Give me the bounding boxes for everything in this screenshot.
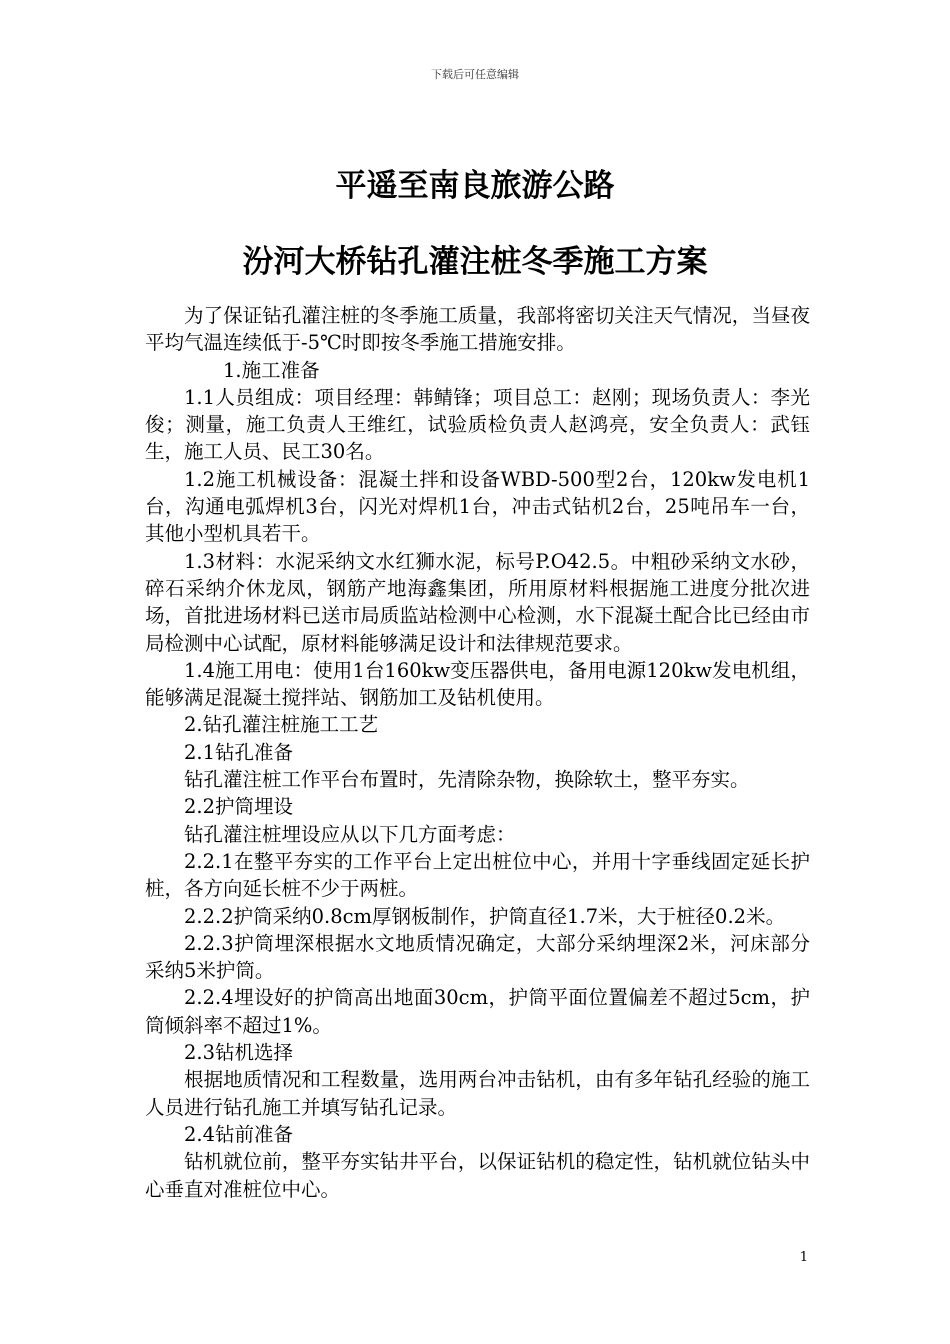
paragraph-intro: 为了保证钻孔灌注桩的冬季施工质量，我部将密切关注天气情况，当昼夜平均气温连续低于-5℃时即按冬季施工措施安排。 [145,304,810,355]
subheading-2-3: 2.3钻机选择 [184,1041,294,1065]
paragraph-2-1: 钻孔灌注桩工作平台布置时，先清除杂物，换除软土，整平夯实。 [184,768,750,792]
section-heading-2: 2.钻孔灌注桩施工工艺 [184,713,379,737]
paragraph-2-4: 钻机就位前，整平夯实钻井平台，以保证钻机的稳定性，钻机就位钻头中心垂直对准桩位中心。 [145,1150,810,1201]
paragraph-1-2: 1.2施工机械设备：混凝土拌和设备WBD-500型2台，120kw发电机1台，沟通电弧焊机3台，闪光对焊机1台，冲击式钻机2台，25吨吊车一台，其他小型机具若干。 [145,467,810,546]
page-number: 1 [799,1250,808,1265]
subheading-2-4: 2.4钻前准备 [184,1122,294,1146]
document-title-line2: 汾河大桥钻孔灌注桩冬季施工方案 [242,244,708,280]
paragraph-2-2-4: 2.2.4埋设好的护筒高出地面30cm，护筒平面位置偏差不超过5cm，护筒倾斜率不超过1%。 [145,986,810,1037]
paragraph-1-4: 1.4施工用电：使用1台160kw变压器供电，备用电源120kw发电机组，能够满足混凝土搅拌站、钢筋加工及钻机使用。 [145,658,810,710]
paragraph-2-2-1: 2.2.1在整平夯实的工作平台上定出桩位中心，并用十字垂线固定延长护桩，各方向延长桩不少于两桩。 [145,849,810,901]
paragraph-2-2: 钻孔灌注桩埋设应从以下几方面考虑： [184,822,516,846]
section-heading-1: 1.施工准备 [223,358,320,382]
paragraph-2-2-2: 2.2.2护筒采纳0.8cm厚钢板制作，护筒直径1.7米，大于桩径0.2米。 [184,904,786,928]
header-note: 下载后可任意编辑 [431,68,519,81]
paragraph-1-1: 1.1人员组成：项目经理：韩鲭锋；项目总工：赵刚；现场负责人：李光俊；测量，施工负责人王维红，试验质检负责人赵鸿亮，安全负责人：武钰生，施工人员、民工30名。 [145,385,810,464]
paragraph-2-3: 根据地质情况和工程数量，选用两台冲击钻机，由有多年钻孔经验的施工人员进行钻孔施工并填写钻孔记录。 [145,1068,810,1119]
subheading-2-1: 2.1钻孔准备 [184,740,294,764]
paragraph-2-2-3: 2.2.3护筒埋深根据水文地质情况确定，大部分采纳埋深2米，河床部分采纳5米护筒。 [145,931,810,983]
document-body [145,302,810,1203]
subheading-2-2: 2.2护筒埋设 [184,795,294,819]
paragraph-1-3: 1.3材料：水泥采纳文水红狮水泥，标号P.O42.5。中粗砂采纳文水砂，碎石采纳介休龙凤，钢筋产地海鑫集团，所用原材料根据施工进度分批次进场，首批进场材料已送市局质监站检测中心检测，水下混凝土配合比已经由市局检测中心试配，原材料能够满足设计和法律规范要求。 [145,549,810,655]
document-title-line1: 平遥至南良旅游公路 [335,168,615,204]
